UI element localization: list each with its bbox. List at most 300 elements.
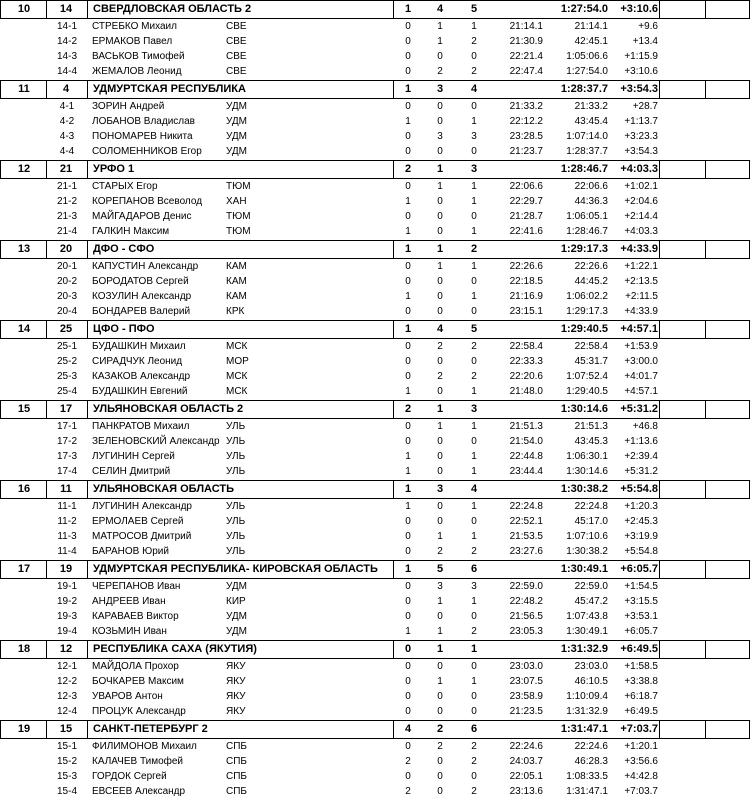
member-penalty-2: 0 [437,451,443,462]
member-leg-time: 21:14.1 [509,21,543,32]
team-block [0,480,750,560]
member-bib: 4-3 [59,131,75,142]
member-gap: +9.6 [638,21,658,32]
member-leg-time: 22:06.6 [509,181,543,192]
team-name: УДМУРТСКАЯ РЕСПУБЛИКА- КИРОВСКАЯ ОБЛАСТЬ [93,563,378,575]
column-divider [87,320,88,339]
column-divider [393,480,394,499]
member-leg-time: 21:51.3 [509,421,543,432]
member-bib: 21-4 [56,226,77,237]
member-gap: +2:11.5 [625,291,658,302]
team-bib: 12 [59,643,73,655]
member-penalty-2: 2 [437,546,443,557]
member-penalty-total: 2 [471,756,477,767]
member-row [0,354,750,369]
member-penalty-total: 0 [471,146,477,157]
member-penalty-1: 0 [405,661,411,672]
member-gap: +4:33.9 [624,306,658,317]
member-region: УЛЬ [226,466,246,477]
column-divider [705,320,706,339]
member-row [0,514,750,529]
member-penalty-total: 0 [471,436,477,447]
team-time: 1:30:38.2 [560,483,608,495]
team-penalty-total: 6 [470,563,478,575]
team-bib: 19 [59,563,73,575]
member-bib: 14-3 [56,51,77,62]
member-cumulative-time: 45:31.7 [574,356,608,367]
member-penalty-1: 0 [405,356,411,367]
team-name: ДФО - СФО [93,243,155,255]
member-gap: +3:56.6 [624,756,658,767]
member-region: ТЮМ [226,181,251,192]
member-region: ЯКУ [226,706,246,717]
member-region: УЛЬ [226,501,246,512]
member-cumulative-time: 21:33.2 [574,101,608,112]
member-penalty-2: 0 [437,146,443,157]
column-divider [659,400,660,419]
column-divider [393,720,394,739]
member-bib: 12-2 [56,676,77,687]
member-penalty-2: 0 [437,356,443,367]
column-divider [46,160,47,179]
member-bib: 19-1 [56,581,77,592]
member-name: ЕРМОЛАЕВ Сергей [92,516,184,527]
member-penalty-total: 0 [471,691,477,702]
member-penalty-total: 0 [471,611,477,622]
member-region: КИР [226,596,246,607]
member-row [0,304,750,319]
column-divider [705,240,706,259]
member-leg-time: 22:24.8 [509,501,543,512]
column-divider [705,560,706,579]
member-region: УЛЬ [226,531,246,542]
member-gap: +7:03.7 [624,786,658,797]
team-gap: +4:57.1 [620,323,658,335]
member-gap: +2:13.5 [624,276,658,287]
team-header-row [0,320,750,339]
member-penalty-total: 0 [471,356,477,367]
team-penalty-2: 4 [436,3,444,15]
team-bib: 25 [59,323,73,335]
column-divider [0,320,1,339]
column-divider [0,640,1,659]
member-row [0,579,750,594]
team-penalty-1: 2 [404,163,412,175]
member-name: МАЙДОЛА Прохор [92,661,179,672]
member-row [0,499,750,514]
member-name: КАЗАКОВ Александр [92,371,191,382]
team-place: 18 [17,643,31,655]
team-gap: +5:54.8 [620,483,658,495]
member-leg-time: 21:23.5 [509,706,543,717]
member-bib: 17-4 [56,466,77,477]
member-penalty-2: 0 [437,786,443,797]
member-leg-time: 22:59.0 [509,581,543,592]
member-penalty-1: 2 [405,756,411,767]
team-penalty-1: 2 [404,403,412,415]
member-bib: 11-2 [57,516,77,527]
column-divider [0,480,1,499]
member-row [0,289,750,304]
member-row [0,129,750,144]
member-region: СПБ [226,786,247,797]
team-name: УДМУРТСКАЯ РЕСПУБЛИКА [93,83,246,95]
member-cumulative-time: 1:27:54.0 [566,66,608,77]
member-gap: +2:14.4 [624,211,658,222]
member-row [0,19,750,34]
member-name: ВАСЬКОВ Тимофей [92,51,185,62]
member-penalty-total: 3 [471,131,477,142]
team-gap: +4:33.9 [620,243,658,255]
member-cumulative-time: 46:10.5 [574,676,608,687]
team-penalty-2: 4 [436,323,444,335]
member-region: УДМ [226,581,248,592]
member-name: УВАРОВ Антон [92,691,163,702]
divider [0,640,750,641]
member-penalty-1: 0 [405,436,411,447]
divider [0,560,750,561]
member-bib: 14-2 [56,36,77,47]
team-header-row [0,400,750,419]
team-penalty-total: 2 [470,243,478,255]
team-time: 1:31:47.1 [560,723,608,735]
team-bib: 20 [59,243,73,255]
team-place: 19 [17,723,31,735]
team-penalty-total: 5 [470,323,478,335]
team-name: УЛЬЯНОВСКАЯ ОБЛАСТЬ 2 [93,403,244,415]
team-gap: +6:05.7 [620,563,658,575]
column-divider [659,320,660,339]
member-bib: 21-3 [56,211,77,222]
member-bib: 21-2 [56,196,77,207]
member-region: МСК [226,386,248,397]
team-place: 15 [17,403,31,415]
team-place: 17 [17,563,31,575]
member-region: МОР [226,356,249,367]
column-divider [46,640,47,659]
member-cumulative-time: 1:30:49.1 [566,626,608,637]
member-gap: +3:38.8 [624,676,658,687]
column-divider [705,480,706,499]
member-penalty-total: 2 [471,66,477,77]
member-penalty-1: 0 [405,706,411,717]
member-penalty-1: 0 [405,131,411,142]
column-divider [659,0,660,19]
member-penalty-total: 1 [471,451,477,462]
member-leg-time: 22:44.8 [509,451,543,462]
member-cumulative-time: 1:07:14.0 [566,131,608,142]
column-divider [0,80,1,99]
member-penalty-1: 0 [405,66,411,77]
member-penalty-1: 0 [405,51,411,62]
member-penalty-total: 2 [471,371,477,382]
member-region: УЛЬ [226,516,246,527]
column-divider [87,560,88,579]
member-name: МАЙГАДАРОВ Денис [92,211,192,222]
member-leg-time: 23:13.6 [509,786,543,797]
member-penalty-2: 0 [437,196,443,207]
member-leg-time: 21:23.7 [509,146,543,157]
member-penalty-1: 0 [405,581,411,592]
member-penalty-2: 1 [437,21,443,32]
member-penalty-1: 0 [405,211,411,222]
member-penalty-2: 0 [437,306,443,317]
column-divider [659,80,660,99]
divider [0,480,750,481]
member-region: СПБ [226,741,247,752]
member-gap: +3:10.6 [624,66,658,77]
team-penalty-2: 3 [436,483,444,495]
member-gap: +1:53.9 [624,341,658,352]
team-header-row [0,0,750,19]
member-cumulative-time: 42:45.1 [574,36,608,47]
team-time: 1:28:37.7 [560,83,608,95]
column-divider [46,320,47,339]
member-name: КОРЕПАНОВ Всеволод [92,196,203,207]
member-gap: +3:53.1 [624,611,658,622]
member-leg-time: 23:27.6 [509,546,543,557]
member-penalty-2: 0 [437,706,443,717]
team-header-row [0,720,750,739]
member-region: МСК [226,341,248,352]
team-penalty-1: 1 [404,83,412,95]
column-divider [393,0,394,19]
team-time: 1:30:49.1 [560,563,608,575]
column-divider [393,320,394,339]
member-bib: 4-2 [59,116,75,127]
member-leg-time: 22:41.6 [509,226,543,237]
member-name: БАРАНОВ Юрий [92,546,169,557]
column-divider [87,720,88,739]
member-penalty-total: 2 [471,546,477,557]
member-row [0,259,750,274]
member-bib: 25-1 [56,341,77,352]
member-leg-time: 21:54.0 [509,436,543,447]
team-gap: +4:03.3 [620,163,658,175]
member-bib: 25-2 [56,356,77,367]
member-cumulative-time: 1:31:32.9 [566,706,608,717]
member-penalty-1: 0 [405,546,411,557]
member-cumulative-time: 43:45.3 [574,436,608,447]
member-name: СТАРЫХ Егор [92,181,158,192]
member-penalty-total: 1 [471,261,477,272]
member-penalty-1: 1 [405,466,411,477]
member-bib: 19-2 [56,596,77,607]
member-penalty-2: 0 [437,501,443,512]
member-leg-time: 22:47.4 [509,66,543,77]
member-name: КОЗУЛИН Александр [92,291,192,302]
member-region: УЛЬ [226,421,246,432]
member-gap: +5:54.8 [624,546,658,557]
member-region: УЛЬ [226,546,246,557]
member-region: УДМ [226,101,248,112]
member-penalty-total: 1 [471,676,477,687]
member-penalty-total: 0 [471,706,477,717]
column-divider [393,640,394,659]
member-penalty-1: 0 [405,146,411,157]
member-bib: 17-2 [56,436,77,447]
member-leg-time: 21:33.2 [509,101,543,112]
member-row [0,449,750,464]
member-bib: 15-2 [56,756,77,767]
member-name: БУДАШКИН Михаил [92,341,186,352]
team-time: 1:27:54.0 [560,3,608,15]
team-time: 1:28:46.7 [560,163,608,175]
member-name: ЧЕРЕПАНОВ Иван [92,581,181,592]
member-name: ЗЕЛЕНОВСКИЙ Александр [92,436,220,447]
column-divider [705,720,706,739]
member-penalty-total: 2 [471,341,477,352]
member-penalty-2: 2 [437,741,443,752]
member-cumulative-time: 1:05:06.6 [566,51,608,62]
column-divider [0,160,1,179]
member-region: СПБ [226,756,247,767]
member-cumulative-time: 1:31:47.1 [566,786,608,797]
member-name: БУДАШКИН Евгений [92,386,188,397]
member-region: ХАН [226,196,247,207]
member-row [0,464,750,479]
member-penalty-total: 0 [471,51,477,62]
member-region: КАМ [226,276,247,287]
member-region: СВЕ [226,51,247,62]
member-bib: 20-4 [56,306,77,317]
column-divider [87,400,88,419]
member-row [0,64,750,79]
member-penalty-total: 0 [471,661,477,672]
member-row [0,754,750,769]
member-bib: 11-1 [57,501,77,512]
member-penalty-total: 1 [471,21,477,32]
member-penalty-1: 1 [405,116,411,127]
member-cumulative-time: 22:24.8 [574,501,608,512]
column-divider [87,0,88,19]
team-name: УРФО 1 [93,163,135,175]
member-gap: +1:20.1 [624,741,658,752]
team-block [0,400,750,480]
member-leg-time: 22:29.7 [509,196,543,207]
team-bib: 21 [59,163,73,175]
team-block [0,0,750,80]
member-penalty-2: 0 [437,291,443,302]
team-name: САНКТ-ПЕТЕРБУРГ 2 [93,723,208,735]
member-penalty-2: 0 [437,116,443,127]
member-cumulative-time: 1:30:38.2 [566,546,608,557]
member-cumulative-time: 43:45.4 [574,116,608,127]
team-place: 13 [17,243,31,255]
column-divider [0,0,1,19]
column-divider [46,80,47,99]
member-bib: 4-4 [59,146,75,157]
member-row [0,544,750,559]
member-gap: +3:00.0 [624,356,658,367]
member-cumulative-time: 1:06:30.1 [566,451,608,462]
member-leg-time: 22:24.6 [509,741,543,752]
member-region: КРК [226,306,245,317]
column-divider [46,0,47,19]
member-bib: 25-4 [56,386,77,397]
member-penalty-1: 0 [405,261,411,272]
team-block [0,320,750,400]
member-penalty-1: 1 [405,451,411,462]
member-penalty-2: 1 [437,676,443,687]
member-leg-time: 22:20.6 [509,371,543,382]
member-leg-time: 21:16.9 [509,291,543,302]
member-name: ПАНКРАТОВ Михаил [92,421,190,432]
column-divider [393,160,394,179]
member-name: ПОНОМАРЕВ Никита [92,131,193,142]
team-header-row [0,640,750,659]
team-time: 1:29:40.5 [560,323,608,335]
member-penalty-total: 1 [471,181,477,192]
column-divider [705,0,706,19]
divider [0,160,750,161]
member-penalty-2: 0 [437,516,443,527]
member-penalty-2: 2 [437,371,443,382]
member-gap: +28.7 [632,101,658,112]
member-penalty-2: 2 [437,66,443,77]
member-name: ПРОЦУК Александр [92,706,186,717]
member-leg-time: 21:56.5 [509,611,543,622]
divider [0,240,750,241]
member-gap: +46.8 [632,421,658,432]
member-bib: 20-3 [56,291,77,302]
member-penalty-total: 1 [471,196,477,207]
team-penalty-total: 4 [470,83,478,95]
member-gap: +2:45.3 [624,516,658,527]
column-divider [705,80,706,99]
member-penalty-2: 0 [437,771,443,782]
member-penalty-total: 1 [471,116,477,127]
member-penalty-1: 0 [405,691,411,702]
member-penalty-2: 0 [437,386,443,397]
member-row [0,689,750,704]
member-leg-time: 21:48.0 [509,386,543,397]
member-leg-time: 24:03.7 [509,756,543,767]
member-penalty-total: 1 [471,226,477,237]
column-divider [659,480,660,499]
team-penalty-total: 3 [470,403,478,415]
member-row [0,209,750,224]
member-gap: +3:54.3 [624,146,658,157]
team-block [0,720,750,800]
member-gap: +4:01.7 [624,371,658,382]
member-gap: +1:54.5 [624,581,658,592]
member-penalty-1: 0 [405,306,411,317]
team-gap: +5:31.2 [620,403,658,415]
member-gap: +1:13.6 [624,436,658,447]
member-penalty-2: 0 [437,466,443,477]
member-penalty-1: 1 [405,196,411,207]
member-penalty-2: 1 [437,421,443,432]
column-divider [659,240,660,259]
member-region: ЯКУ [226,661,246,672]
member-bib: 17-1 [56,421,77,432]
member-region: УЛЬ [226,436,246,447]
member-leg-time: 22:26.6 [509,261,543,272]
member-penalty-total: 1 [471,531,477,542]
member-name: КАРАВАЕВ Виктор [92,611,179,622]
member-penalty-total: 0 [471,211,477,222]
member-gap: +5:31.2 [624,466,658,477]
member-cumulative-time: 1:07:52.4 [566,371,608,382]
member-region: СВЕ [226,66,247,77]
member-leg-time: 21:53.5 [509,531,543,542]
team-gap: +3:10.6 [620,3,658,15]
member-penalty-total: 1 [471,596,477,607]
member-row [0,419,750,434]
member-penalty-2: 0 [437,101,443,112]
member-penalty-2: 1 [437,626,443,637]
